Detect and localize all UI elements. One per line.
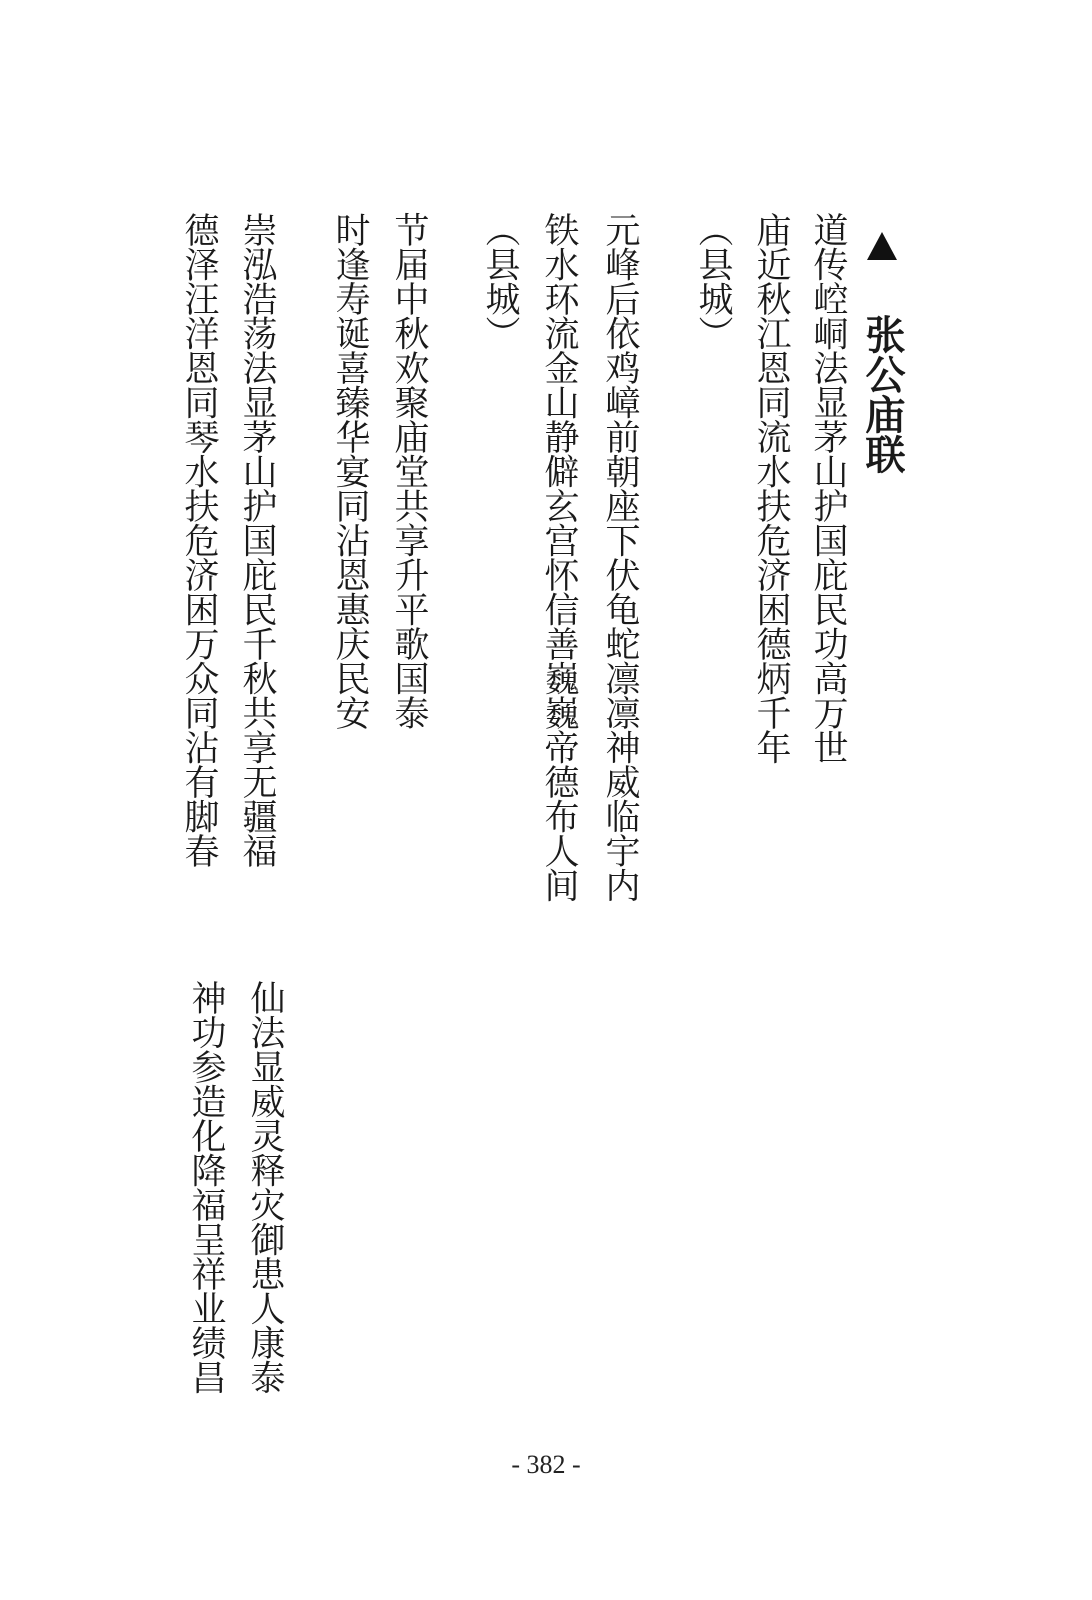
section-heading xyxy=(859,232,905,474)
couplet-3-lower: 时逢寿诞喜臻华宴同沾恩惠庆民安 xyxy=(330,212,370,730)
couplet-5-upper: 仙法显威灵释灾御患人康泰 xyxy=(245,980,285,1394)
couplet-1-lower: 庙近秋江恩同流水扶危济困德炳千年 xyxy=(751,212,791,764)
triangle-marker-icon xyxy=(867,232,897,260)
couplet-2-location: （县城） xyxy=(480,212,520,350)
couplet-2-lower: 铁水环流金山静僻玄宫怀信善巍巍帝德布人间 xyxy=(539,212,579,902)
couplet-2-upper: 元峰后依鸡嶂前朝座下伏龟蛇凛凛神威临宇内 xyxy=(600,212,640,902)
couplet-4-upper: 崇泓浩荡法显茅山护国庇民千秋共享无疆福 xyxy=(237,212,277,868)
couplet-3-upper: 节届中秋欢聚庙堂共享升平歌国泰 xyxy=(389,212,429,730)
couplet-1-location: （县城） xyxy=(693,212,733,350)
couplet-5-lower: 神功参造化降福呈祥业绩昌 xyxy=(186,980,226,1394)
heading-text: 张公庙联 xyxy=(859,314,905,474)
couplet-1-upper: 道传崆峒法显茅山护国庇民功高万世 xyxy=(808,212,848,764)
page-number: - 382 - xyxy=(511,1450,581,1479)
couplet-4-lower: 德泽汪洋恩同琴水扶危济困万众同沾有脚春 xyxy=(179,212,219,868)
